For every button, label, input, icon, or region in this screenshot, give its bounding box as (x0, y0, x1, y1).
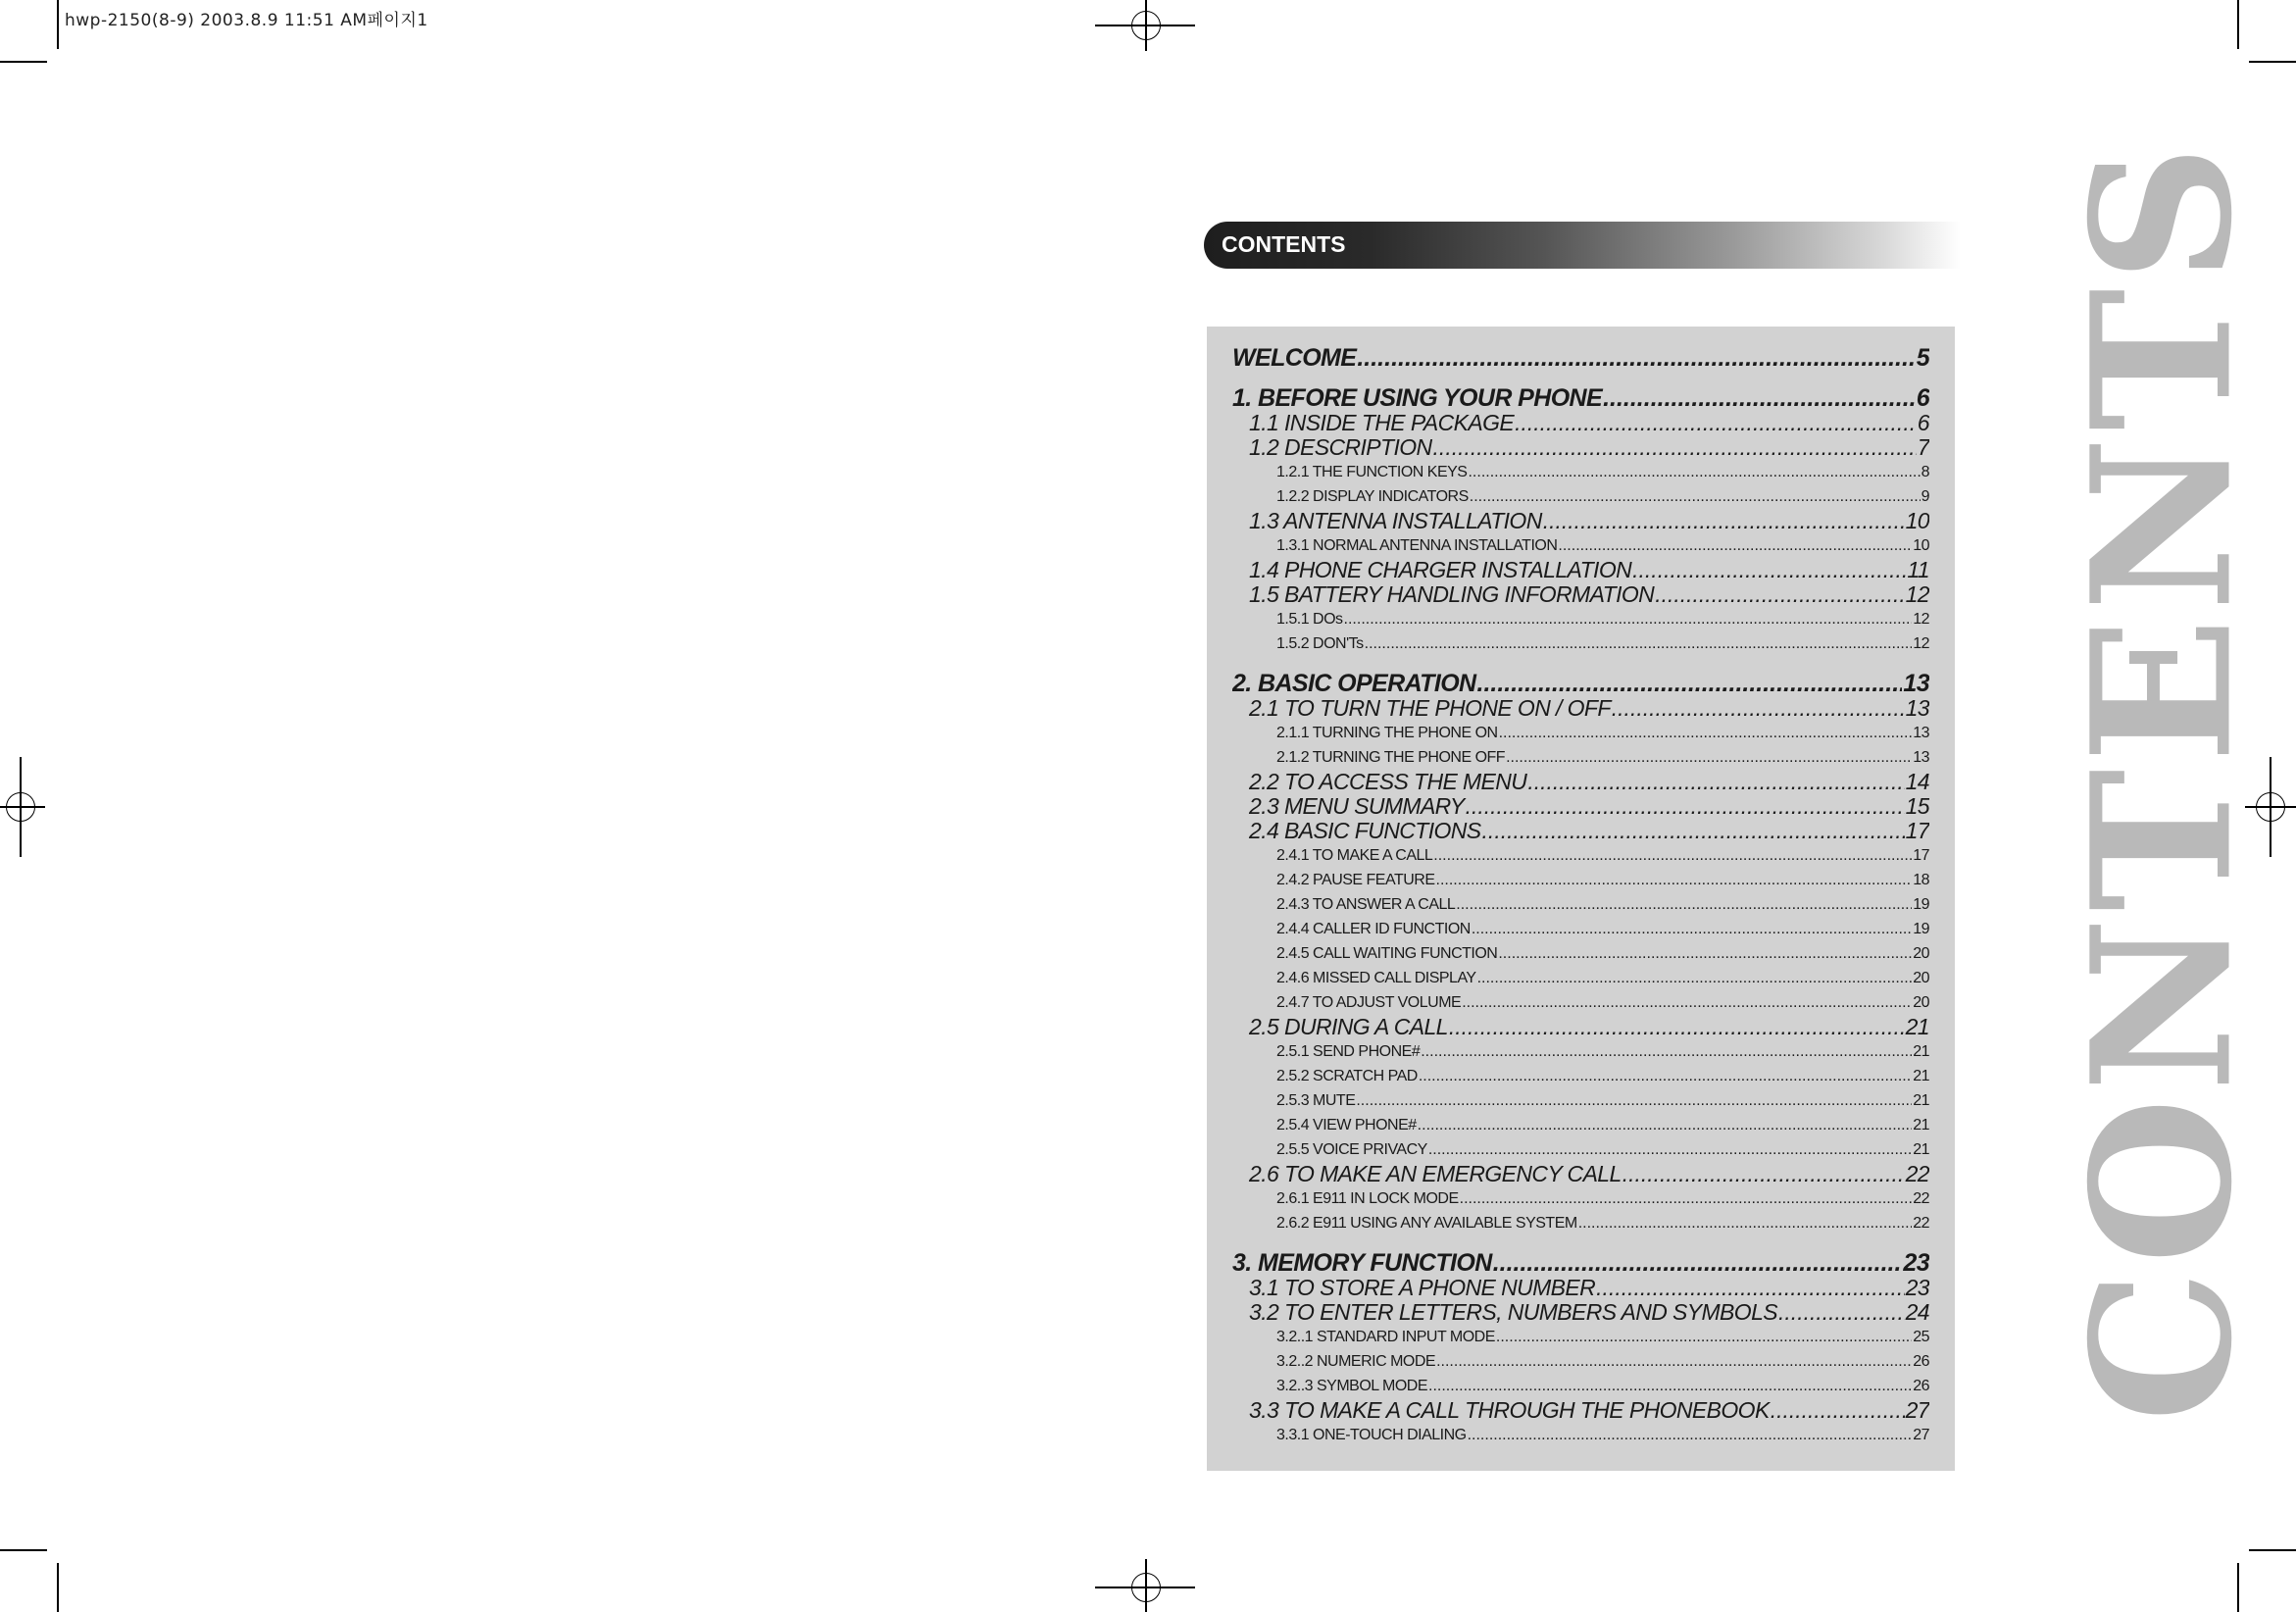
toc-entry (1232, 1325, 1929, 1349)
toc-entry-page: 14 (1905, 770, 1929, 794)
toc-dot-leader (1771, 1398, 1905, 1423)
toc-dot-leader (1622, 1162, 1905, 1186)
toc-entry-page: 21 (1913, 1043, 1929, 1060)
section-header-label: CONTENTS (1222, 231, 1346, 257)
toc-dot-leader (1428, 1137, 1912, 1162)
toc-entry-title: 2.3 MENU SUMMARY (1249, 794, 1465, 819)
toc-entry-title: 1.2.1 THE FUNCTION KEYS (1276, 464, 1468, 480)
toc-entry (1232, 1349, 1929, 1374)
toc-dot-leader (1578, 1211, 1913, 1235)
toc-entry-title: WELCOME (1232, 345, 1357, 371)
print-header: hwp-2150(8-9) 2003.8.9 11:51 AM페이지1 (65, 11, 428, 30)
toc-dot-leader (1632, 558, 1906, 582)
toc-entry (1232, 1015, 1929, 1039)
toc-entry-title: 2.5.1 SEND PHONE# (1276, 1043, 1421, 1060)
toc-entry (1232, 411, 1929, 435)
toc-entry-title: 1. BEFORE USING YOUR PHONE (1232, 385, 1603, 411)
toc-entry (1232, 1039, 1929, 1064)
toc-entry-title: 3.2..2 NUMERIC MODE (1276, 1353, 1436, 1370)
toc-entry-title: 3.1 TO STORE A PHONE NUMBER (1249, 1276, 1596, 1300)
toc-entry-page: 22 (1913, 1215, 1929, 1232)
toc-entry (1232, 631, 1929, 656)
toc-entry-title: 1.2.2 DISPLAY INDICATORS (1276, 488, 1469, 505)
toc-dot-leader (1418, 1113, 1913, 1137)
toc-dot-leader (1558, 533, 1912, 558)
toc-dot-leader (1344, 607, 1913, 631)
toc-entry-title: 3.3.1 ONE-TOUCH DIALING (1276, 1427, 1467, 1443)
toc-entry-page: 20 (1913, 945, 1929, 962)
toc-entry (1232, 819, 1929, 843)
toc-entry-page: 12 (1913, 611, 1929, 628)
toc-entry (1232, 1300, 1929, 1325)
toc-dot-leader (1655, 582, 1904, 607)
toc-entry (1232, 868, 1929, 892)
toc-entry-page: 6 (1917, 411, 1929, 435)
toc-entry (1232, 721, 1929, 745)
toc-entry-page: 12 (1905, 582, 1929, 607)
toc-entry-page: 9 (1921, 488, 1929, 505)
toc-entry-page: 13 (1913, 749, 1929, 766)
toc-entry (1232, 435, 1929, 460)
toc-entry-page: 22 (1913, 1190, 1929, 1207)
toc-entry-page: 8 (1921, 464, 1929, 480)
toc-dot-leader (1365, 631, 1913, 656)
toc-entry-title: 2.4 BASIC FUNCTIONS (1249, 819, 1481, 843)
toc-entry-title: 3.3 TO MAKE A CALL THROUGH THE PHONEBOOK (1249, 1398, 1770, 1423)
toc-entry (1232, 941, 1929, 966)
toc-entry-page: 20 (1913, 970, 1929, 986)
toc-entry (1232, 460, 1929, 484)
toc-entry (1232, 794, 1929, 819)
toc-entry (1232, 917, 1929, 941)
toc-entry (1232, 1088, 1929, 1113)
toc-entry (1232, 509, 1929, 533)
toc-entry-title: 2.4.2 PAUSE FEATURE (1276, 872, 1435, 888)
toc-entry-title: 2.5.4 VIEW PHONE# (1276, 1117, 1417, 1133)
toc-entry-page: 13 (1905, 696, 1929, 721)
toc-entry-page: 26 (1913, 1378, 1929, 1394)
toc-dot-leader (1428, 1374, 1912, 1398)
toc-entry (1232, 966, 1929, 990)
toc-entry (1232, 345, 1929, 371)
toc-dot-leader (1433, 843, 1912, 868)
toc-entry-title: 2.4.5 CALL WAITING FUNCTION (1276, 945, 1498, 962)
toc-dot-leader (1612, 696, 1905, 721)
toc-entry-title: 1.2 DESCRIPTION (1249, 435, 1432, 460)
toc-dot-leader (1456, 892, 1912, 917)
toc-entry-title: 2.4.6 MISSED CALL DISPLAY (1276, 970, 1476, 986)
toc-dot-leader (1496, 1325, 1912, 1349)
toc-entry (1232, 671, 1929, 696)
toc-entry-page: 17 (1905, 819, 1929, 843)
toc-entry-title: 3.2 TO ENTER LETTERS, NUMBERS AND SYMBOLS (1249, 1300, 1778, 1325)
toc-entry-title: 2.1.2 TURNING THE PHONE OFF (1276, 749, 1506, 766)
toc-dot-leader (1603, 385, 1916, 411)
toc-entry-title: 1.5.1 DOs (1276, 611, 1343, 628)
toc-dot-leader (1482, 819, 1905, 843)
toc-entry (1232, 484, 1929, 509)
toc-entry (1232, 1137, 1929, 1162)
toc-entry (1232, 745, 1929, 770)
toc-dot-leader (1472, 917, 1912, 941)
table-of-contents (1207, 327, 1955, 1471)
toc-entry-title: 2. BASIC OPERATION (1232, 671, 1476, 696)
toc-entry (1232, 1211, 1929, 1235)
toc-dot-leader (1436, 868, 1913, 892)
toc-entry-page: 15 (1905, 794, 1929, 819)
toc-entry-page: 21 (1913, 1141, 1929, 1158)
toc-dot-leader (1527, 770, 1904, 794)
toc-entry-title: 2.4.1 TO MAKE A CALL (1276, 847, 1433, 864)
toc-entry-page: 12 (1913, 635, 1929, 652)
toc-entry-title: 2.4.4 CALLER ID FUNCTION (1276, 921, 1471, 937)
toc-entry-title: 1.3.1 NORMAL ANTENNA INSTALLATION (1276, 537, 1558, 554)
toc-dot-leader (1462, 990, 1912, 1015)
toc-dot-leader (1356, 1088, 1912, 1113)
toc-entry-page: 18 (1913, 872, 1929, 888)
toc-entry-page: 7 (1917, 435, 1929, 460)
toc-dot-leader (1477, 671, 1903, 696)
toc-entry (1232, 696, 1929, 721)
side-title: CONTENTS (2049, 138, 2274, 1423)
toc-entry-page: 21 (1905, 1015, 1929, 1039)
toc-entry (1232, 770, 1929, 794)
toc-entry-title: 2.4.7 TO ADJUST VOLUME (1276, 994, 1462, 1011)
toc-dot-leader (1470, 484, 1921, 509)
toc-entry-page: 13 (1913, 725, 1929, 741)
toc-entry-page: 6 (1916, 385, 1929, 411)
toc-entry-title: 2.6 TO MAKE AN EMERGENCY CALL (1249, 1162, 1622, 1186)
toc-dot-leader (1596, 1276, 1904, 1300)
toc-dot-leader (1466, 794, 1905, 819)
toc-entry (1232, 1276, 1929, 1300)
toc-dot-leader (1778, 1300, 1905, 1325)
toc-entry (1232, 385, 1929, 411)
toc-dot-leader (1543, 509, 1905, 533)
toc-entry-title: 1.4 PHONE CHARGER INSTALLATION (1249, 558, 1632, 582)
toc-dot-leader (1477, 966, 1913, 990)
toc-entry-title: 1.5 BATTERY HANDLING INFORMATION (1249, 582, 1655, 607)
toc-entry-title: 1.1 INSIDE THE PACKAGE (1249, 411, 1515, 435)
toc-entry (1232, 1162, 1929, 1186)
toc-entry-title: 2.5 DURING A CALL (1249, 1015, 1448, 1039)
toc-entry-page: 23 (1905, 1276, 1929, 1300)
toc-entry-page: 21 (1913, 1092, 1929, 1109)
toc-entry-page: 27 (1913, 1427, 1929, 1443)
toc-entry-page: 5 (1916, 345, 1929, 371)
toc-entry-page: 25 (1913, 1329, 1929, 1345)
toc-entry (1232, 533, 1929, 558)
toc-entry-title: 2.5.5 VOICE PRIVACY (1276, 1141, 1427, 1158)
toc-dot-leader (1468, 1423, 1913, 1447)
toc-entry-page: 11 (1907, 558, 1929, 582)
toc-entry-title: 1.3 ANTENNA INSTALLATION (1249, 509, 1542, 533)
toc-entry-page: 26 (1913, 1353, 1929, 1370)
toc-entry-page: 21 (1913, 1068, 1929, 1084)
section-header-bar (1204, 222, 1961, 269)
toc-dot-leader (1436, 1349, 1912, 1374)
toc-entry (1232, 990, 1929, 1015)
toc-entry-page: 13 (1903, 671, 1929, 696)
toc-entry-page: 19 (1913, 896, 1929, 913)
toc-dot-leader (1468, 460, 1920, 484)
toc-dot-leader (1515, 411, 1917, 435)
toc-entry-page: 21 (1913, 1117, 1929, 1133)
toc-entry-page: 23 (1903, 1250, 1929, 1276)
toc-entry (1232, 1250, 1929, 1276)
toc-entry (1232, 582, 1929, 607)
toc-entry (1232, 1064, 1929, 1088)
toc-dot-leader (1433, 435, 1917, 460)
toc-entry (1232, 1398, 1929, 1423)
toc-dot-leader (1493, 1250, 1903, 1276)
toc-entry-title: 2.6.1 E911 IN LOCK MODE (1276, 1190, 1459, 1207)
toc-dot-leader (1449, 1015, 1905, 1039)
toc-entry (1232, 558, 1929, 582)
toc-dot-leader (1421, 1039, 1912, 1064)
toc-entry-title: 2.6.2 E911 USING ANY AVAILABLE SYSTEM (1276, 1215, 1577, 1232)
toc-entry (1232, 1113, 1929, 1137)
toc-entry-title: 2.1.1 TURNING THE PHONE ON (1276, 725, 1498, 741)
toc-entry (1232, 1374, 1929, 1398)
toc-dot-leader (1357, 345, 1915, 371)
toc-entry-page: 22 (1905, 1162, 1929, 1186)
toc-entry-title: 3.2..1 STANDARD INPUT MODE (1276, 1329, 1495, 1345)
toc-entry (1232, 1423, 1929, 1447)
toc-entry-title: 2.4.3 TO ANSWER A CALL (1276, 896, 1456, 913)
toc-entry-page: 10 (1913, 537, 1929, 554)
toc-dot-leader (1419, 1064, 1912, 1088)
toc-entry (1232, 607, 1929, 631)
toc-entry-page: 10 (1905, 509, 1929, 533)
toc-entry-title: 3.2..3 SYMBOL MODE (1276, 1378, 1428, 1394)
toc-dot-leader (1506, 745, 1912, 770)
toc-dot-leader (1499, 721, 1913, 745)
toc-entry (1232, 843, 1929, 868)
toc-dot-leader (1498, 941, 1912, 966)
toc-entry-title: 2.2 TO ACCESS THE MENU (1249, 770, 1527, 794)
toc-entry (1232, 892, 1929, 917)
toc-entry-page: 20 (1913, 994, 1929, 1011)
toc-entry-title: 1.5.2 DON'Ts (1276, 635, 1364, 652)
toc-entry (1232, 1186, 1929, 1211)
toc-entry-page: 19 (1913, 921, 1929, 937)
toc-entry-title: 2.1 TO TURN THE PHONE ON / OFF (1249, 696, 1611, 721)
toc-entry-title: 3. MEMORY FUNCTION (1232, 1250, 1492, 1276)
toc-dot-leader (1460, 1186, 1913, 1211)
toc-entry-page: 24 (1905, 1300, 1929, 1325)
toc-entry-title: 2.5.3 MUTE (1276, 1092, 1356, 1109)
toc-entry-page: 17 (1913, 847, 1929, 864)
toc-entry-page: 27 (1905, 1398, 1929, 1423)
toc-entry-title: 2.5.2 SCRATCH PAD (1276, 1068, 1418, 1084)
